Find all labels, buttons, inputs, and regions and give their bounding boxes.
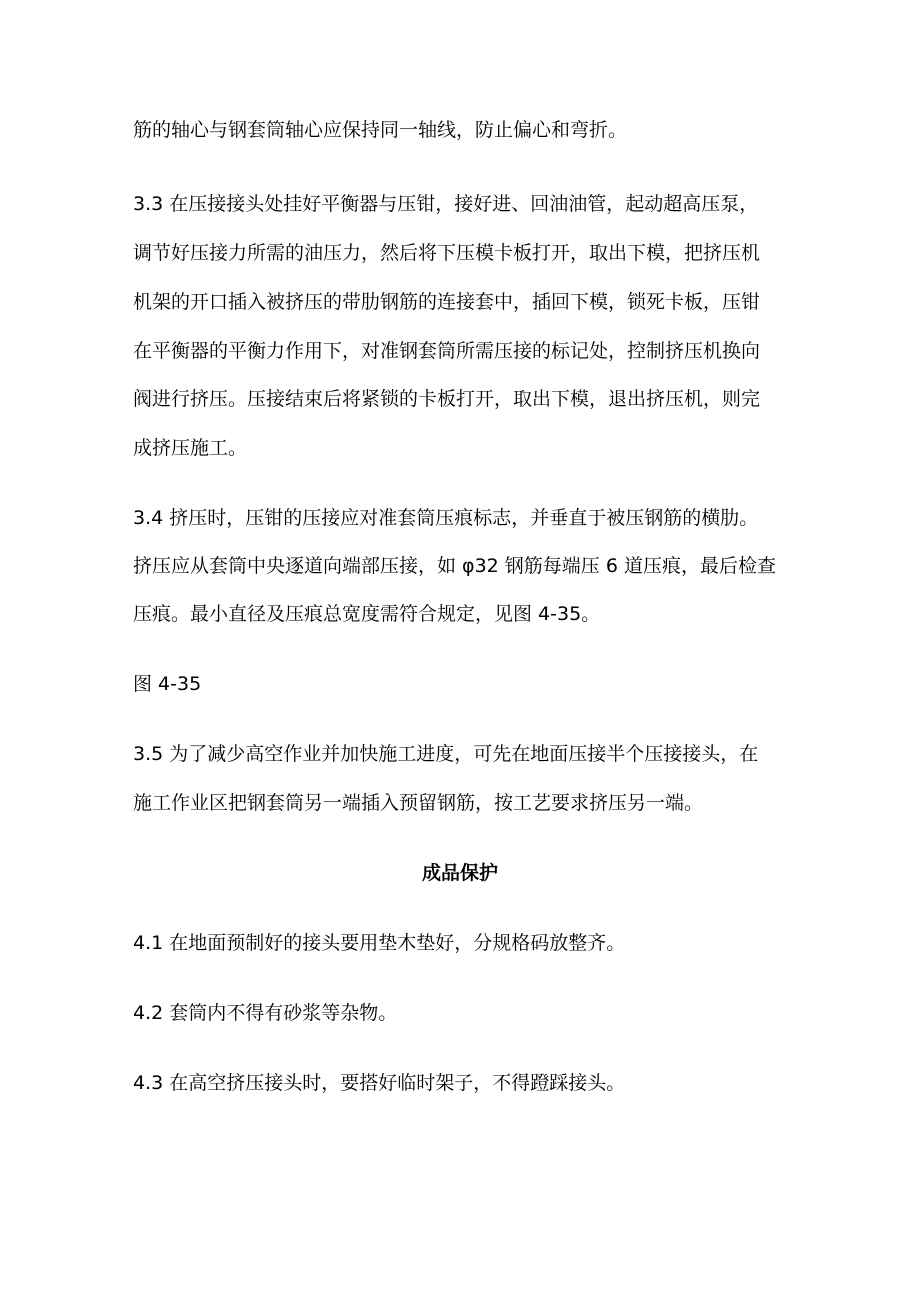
paragraph-3-4-line-1: 3.4 挤压时，压钳的压接应对准套筒压痕标志，并垂直于被压钢筋的横肋。	[133, 507, 759, 529]
paragraph-3-3-line-6: 成挤压施工。	[133, 437, 248, 459]
paragraph-continuation-line-1: 筋的轴心与钢套筒轴心应保持同一轴线，防止偏心和弯折。	[133, 119, 628, 141]
section-heading: 成品保护	[421, 862, 498, 884]
paragraph-3-3-line-5: 阀进行挤压。压接结束后将紧锁的卡板打开，取出下模，退出挤压机，则完	[133, 388, 761, 410]
paragraph-3-4-line-2: 挤压应从套筒中央逐道向端部压接，如 φ32 钢筋每端压 6 道压痕，最后检查	[133, 555, 776, 577]
paragraph-3-5-line-1: 3.5 为了减少高空作业并加快施工进度，可先在地面压接半个压接接头，在	[133, 743, 759, 765]
paragraph-3-3-line-2: 调节好压接力所需的油压力，然后将下压模卡板打开，取出下模，把挤压机	[133, 242, 761, 264]
paragraph-3-3-line-4: 在平衡器的平衡力作用下，对准钢套筒所需压接的标记处，控制挤压机换向	[133, 340, 761, 362]
paragraph-4-3: 4.3 在高空挤压接头时，要搭好临时架子，不得蹬踩接头。	[133, 1072, 626, 1094]
paragraph-3-3-line-3: 机架的开口插入被挤压的带肋钢筋的连接套中，插回下模，锁死卡板，压钳	[133, 291, 761, 313]
paragraph-3-3-line-1: 3.3 在压接接头处挂好平衡器与压钳，接好进、回油油管，起动超高压泵，	[133, 193, 759, 215]
paragraph-4-2: 4.2 套筒内不得有砂浆等杂物。	[133, 1002, 398, 1024]
paragraph-3-5-line-2: 施工作业区把钢套筒另一端插入预留钢筋，按工艺要求挤压另一端。	[133, 792, 704, 814]
paragraph-4-1: 4.1 在地面预制好的接头要用垫木垫好，分规格码放整齐。	[133, 932, 626, 954]
figure-caption: 图 4-35	[133, 673, 202, 695]
paragraph-3-4-line-3: 压痕。最小直径及压痕总宽度需符合规定，见图 4-35。	[133, 603, 601, 625]
